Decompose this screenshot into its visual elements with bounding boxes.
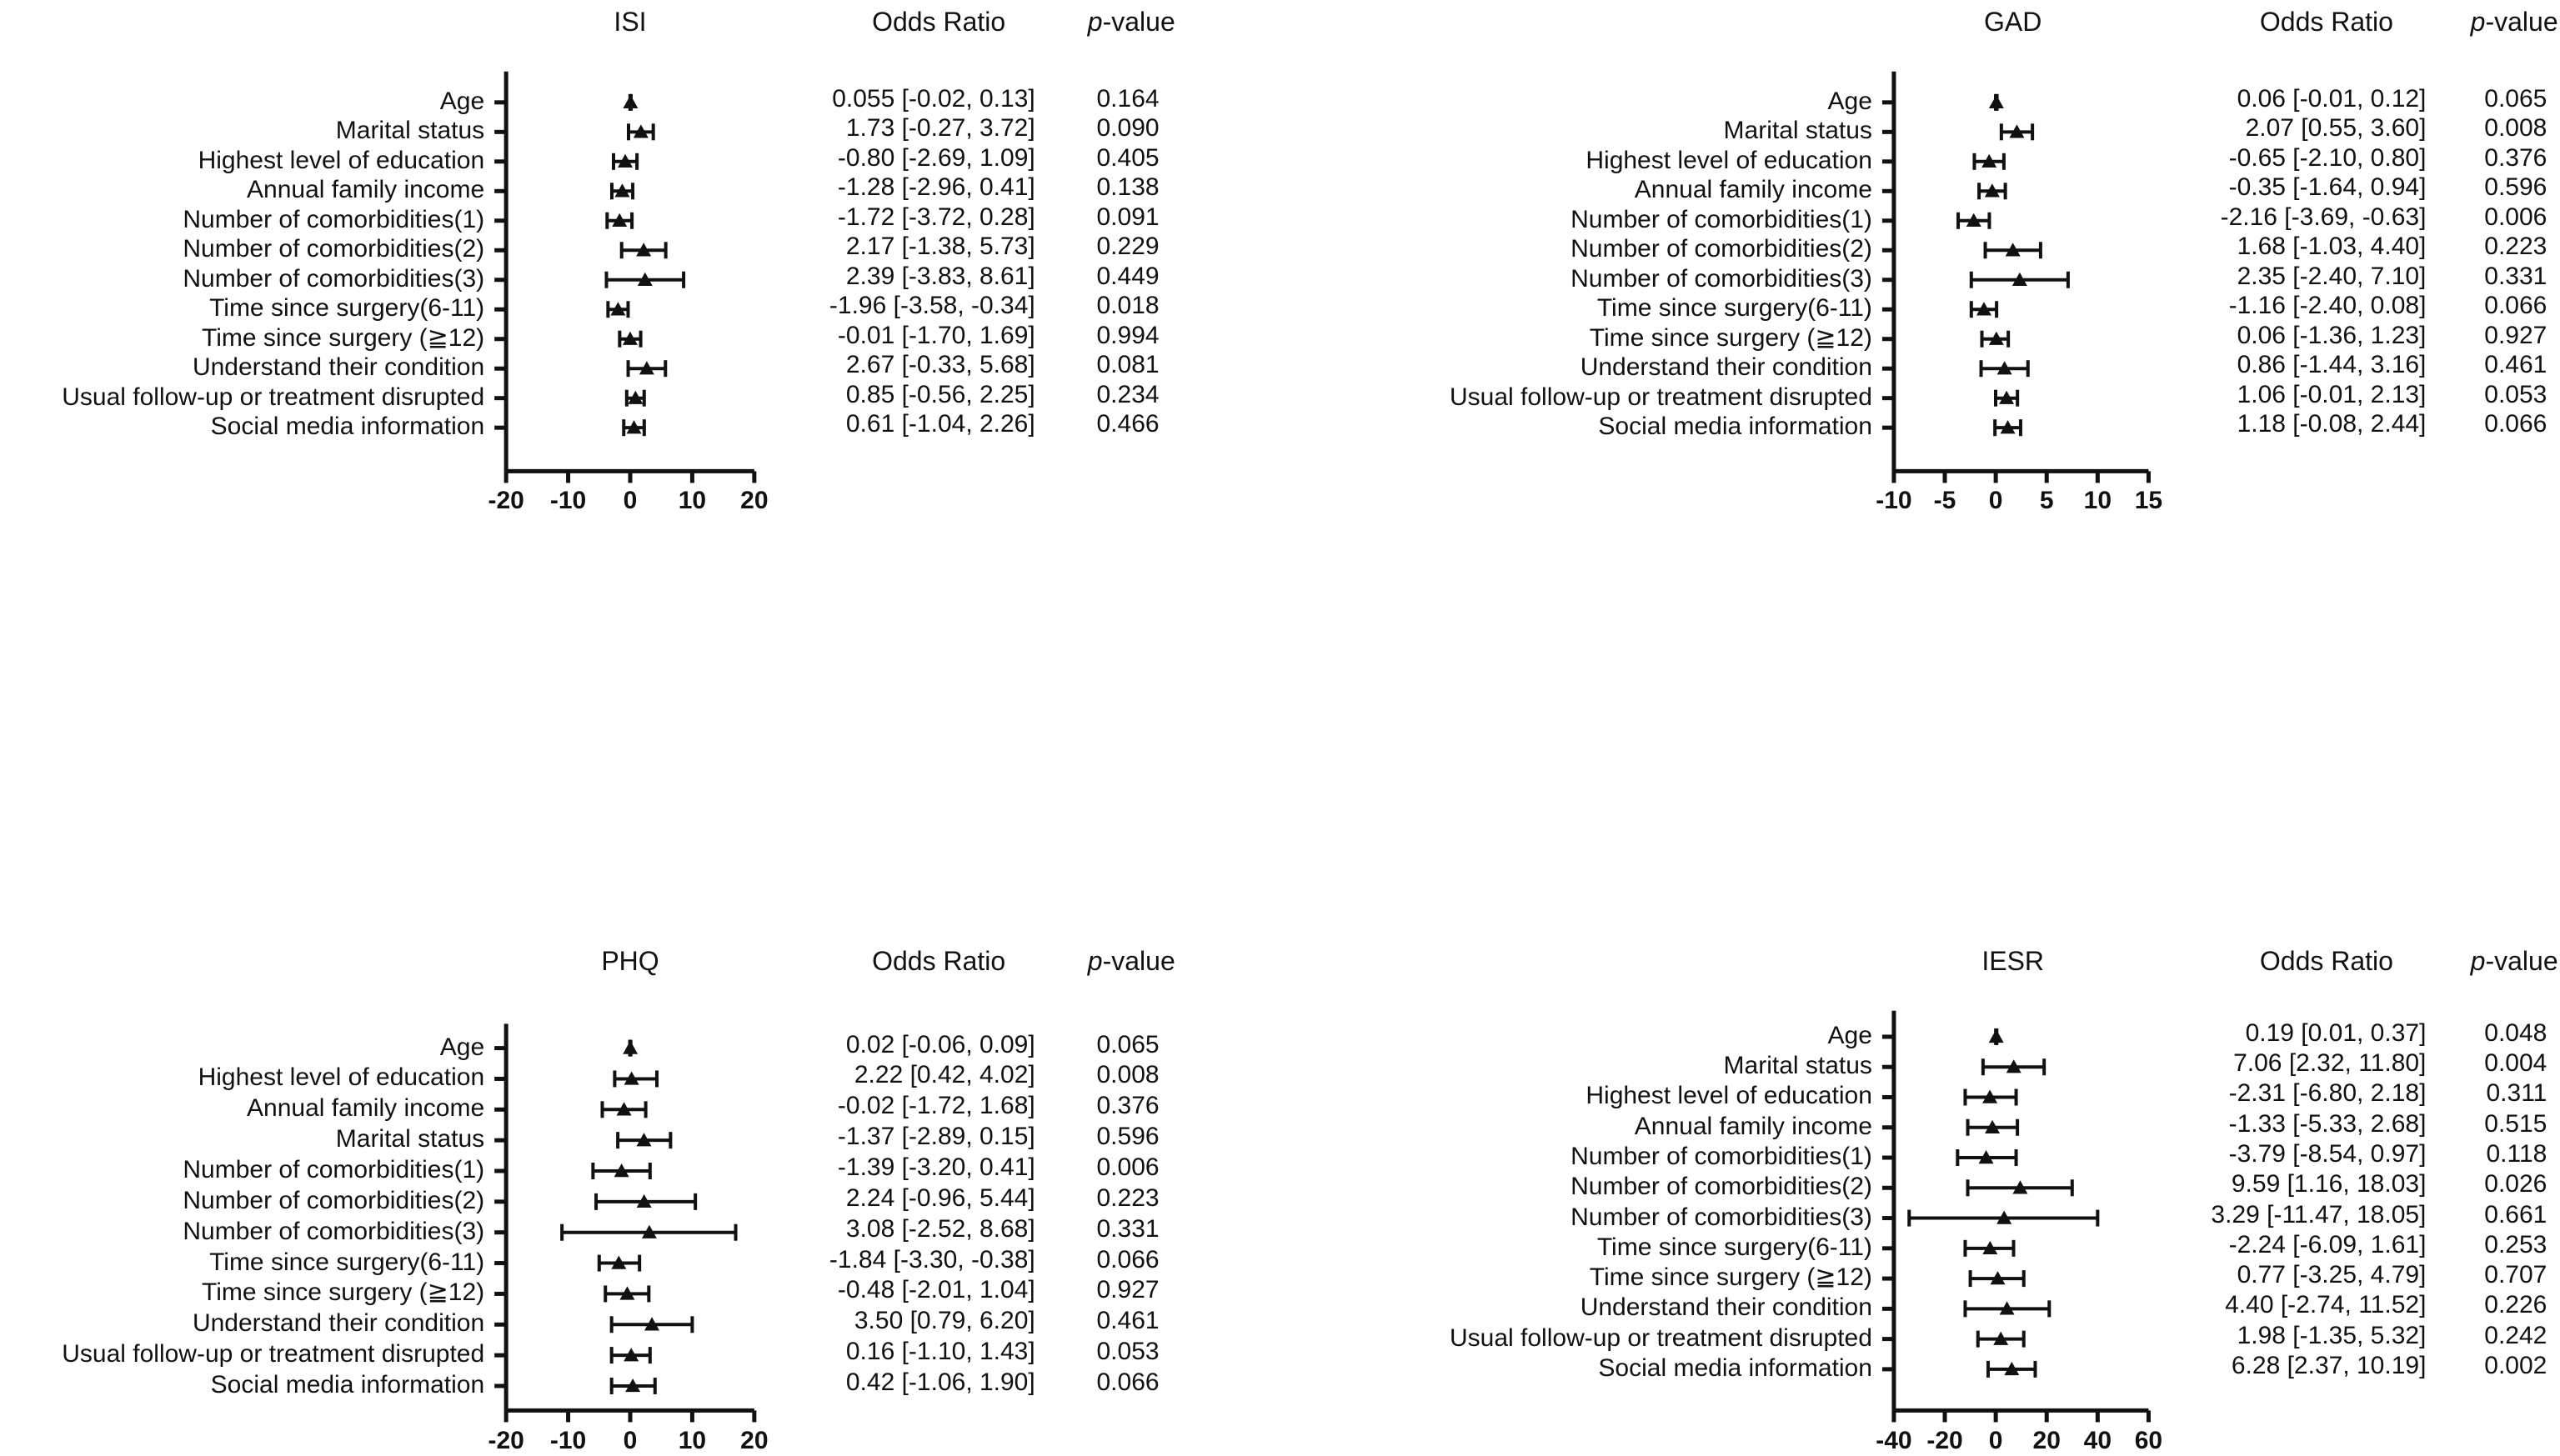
x-tick-label: -5: [1933, 486, 1956, 514]
p-value: 0.223: [1096, 1183, 1160, 1212]
p-value: 0.008: [2484, 114, 2547, 143]
row-label: Number of comorbidities(2): [183, 1186, 485, 1214]
odds-ratio-value: 1.68 [-1.03, 4.40]: [2237, 233, 2427, 261]
p-value-header-italic: p: [2470, 6, 2486, 37]
row-label: Number of comorbidities(1): [183, 205, 485, 233]
p-value: 0.091: [1096, 203, 1160, 231]
p-value: 0.596: [2484, 173, 2547, 202]
row-label: Time since surgery (≧12): [1589, 1263, 1872, 1292]
odds-ratio-value: 3.50 [0.79, 6.20]: [854, 1307, 1035, 1335]
panel-title: IESR: [1981, 945, 2045, 976]
p-value: 0.018: [1096, 292, 1160, 320]
p-value: 0.066: [2484, 410, 2547, 438]
row-label: Marital status: [1723, 1052, 1872, 1080]
row-label: Social media information: [1598, 413, 1872, 441]
p-value: 0.331: [2484, 262, 2547, 290]
p-value-header-rest: -value: [2485, 6, 2558, 37]
p-value: 0.461: [1096, 1307, 1160, 1335]
row-label: Number of comorbidities(3): [1571, 264, 1872, 293]
odds-ratio-value: 3.29 [-11.47, 18.05]: [2211, 1200, 2427, 1228]
row-label: Age: [439, 87, 485, 115]
odds-ratio-value: 9.59 [1.16, 18.03]: [2231, 1170, 2427, 1198]
x-tick-label: -10: [1876, 486, 1912, 514]
panel-title: ISI: [614, 6, 647, 37]
odds-ratio-value: 0.77 [-3.25, 4.79]: [2237, 1261, 2427, 1289]
x-tick-label: 20: [740, 486, 769, 514]
odds-ratio-value: 2.07 [0.55, 3.60]: [2245, 114, 2427, 143]
p-value: 0.994: [1096, 321, 1160, 349]
estimate-marker: [623, 95, 638, 108]
row-label: Number of comorbidities(3): [183, 264, 485, 293]
odds-ratio-value: -1.37 [-2.89, 0.15]: [837, 1123, 1035, 1151]
p-value: 0.026: [2484, 1170, 2547, 1198]
odds-ratio-value: -3.79 [-8.54, 0.97]: [2228, 1140, 2427, 1168]
row-label: Highest level of education: [198, 146, 485, 174]
row-label: Number of comorbidities(1): [183, 1156, 485, 1183]
odds-ratio-value: -0.48 [-2.01, 1.04]: [837, 1276, 1035, 1304]
odds-ratio-value: 1.73 [-0.27, 3.72]: [845, 114, 1035, 143]
p-value-header-rest: -value: [1102, 945, 1175, 976]
row-label: Social media information: [210, 1370, 485, 1398]
row-label: Number of comorbidities(1): [1571, 1143, 1872, 1171]
odds-ratio-value: 0.86 [-1.44, 3.16]: [2237, 351, 2427, 379]
row-label: Highest level of education: [1586, 1082, 1872, 1110]
estimate-marker: [1989, 95, 2004, 108]
panel-title: GAD: [1984, 6, 2042, 37]
p-value: 0.164: [1096, 84, 1160, 113]
odds-ratio-value: 1.18 [-0.08, 2.44]: [2237, 410, 2427, 438]
row-label: Annual family income: [247, 1094, 485, 1123]
odds-ratio-header: Odds Ratio: [2259, 945, 2393, 976]
p-value: 0.053: [2484, 380, 2547, 408]
p-value: 0.242: [2484, 1321, 2547, 1349]
odds-ratio-value: -1.39 [-3.20, 0.41]: [837, 1153, 1035, 1181]
odds-ratio-header: Odds Ratio: [872, 945, 1006, 976]
row-label: Usual follow-up or treatment disrupted: [62, 383, 485, 411]
odds-ratio-value: 4.40 [-2.74, 11.52]: [2225, 1291, 2427, 1319]
x-tick-label: 5: [2039, 486, 2054, 514]
odds-ratio-value: -1.16 [-2.40, 0.08]: [2228, 292, 2427, 320]
x-tick-label: 10: [678, 1427, 707, 1455]
x-tick-label: 10: [678, 486, 707, 514]
p-value: 0.376: [2484, 143, 2547, 172]
odds-ratio-value: 0.02 [-0.06, 0.09]: [845, 1030, 1035, 1058]
x-tick-label: 40: [2083, 1427, 2112, 1455]
row-label: Number of comorbidities(3): [183, 1217, 485, 1245]
row-label: Understand their condition: [1580, 1293, 1872, 1322]
odds-ratio-value: 0.19 [0.01, 0.37]: [2245, 1018, 2427, 1047]
row-label: Understand their condition: [192, 353, 485, 382]
p-value-header-italic: p: [1087, 6, 1103, 37]
p-value: 0.008: [1096, 1061, 1160, 1089]
odds-ratio-value: 2.24 [-0.96, 5.44]: [845, 1183, 1035, 1212]
panel-title: PHQ: [601, 945, 659, 976]
p-value-header: [1066, 7, 1197, 37]
p-value: 0.066: [1096, 1245, 1160, 1273]
row-label: Time since surgery (≧12): [1589, 323, 1872, 352]
row-label: Annual family income: [1634, 1112, 1872, 1140]
row-label: Number of comorbidities(1): [1571, 205, 1872, 233]
x-tick-label: 20: [2032, 1427, 2061, 1455]
x-tick-label: -10: [549, 1427, 587, 1455]
row-label: Highest level of education: [198, 1063, 485, 1092]
odds-ratio-value: 6.28 [2.37, 10.19]: [2231, 1351, 2427, 1379]
odds-ratio-value: -0.80 [-2.69, 1.09]: [837, 143, 1035, 172]
odds-ratio-value: 0.85 [-0.56, 2.25]: [845, 380, 1035, 408]
p-value: 0.466: [1096, 410, 1160, 438]
odds-ratio-value: -2.24 [-6.09, 1.61]: [2228, 1230, 2427, 1258]
odds-ratio-value: 7.06 [2.32, 11.80]: [2233, 1049, 2427, 1078]
odds-ratio-value: 0.055 [-0.02, 0.13]: [832, 84, 1035, 113]
row-label: Usual follow-up or treatment disrupted: [1450, 383, 1872, 411]
p-value: 0.066: [2484, 292, 2547, 320]
odds-ratio-value: -0.35 [-1.64, 0.94]: [2228, 173, 2427, 202]
odds-ratio-value: -1.96 [-3.58, -0.34]: [829, 292, 1035, 320]
row-label: Time since surgery(6-11): [209, 294, 485, 323]
x-tick-label: -10: [549, 486, 587, 514]
row-label: Time since surgery(6-11): [1596, 1233, 1872, 1261]
x-tick-label: 0: [1988, 486, 2003, 514]
p-value: 0.226: [2484, 1291, 2547, 1319]
x-tick-label: 10: [2083, 486, 2112, 514]
odds-ratio-value: 2.35 [-2.40, 7.10]: [2237, 262, 2427, 290]
row-label: Annual family income: [247, 176, 485, 204]
row-label: Age: [1827, 1021, 1872, 1049]
row-label: Number of comorbidities(2): [183, 235, 485, 263]
p-value: 0.234: [1096, 380, 1160, 408]
p-value: 0.707: [2484, 1261, 2547, 1289]
odds-ratio-value: -1.84 [-3.30, -0.38]: [829, 1245, 1035, 1273]
odds-ratio-value: -1.33 [-5.33, 2.68]: [2228, 1109, 2427, 1138]
p-value: 0.223: [2484, 233, 2547, 261]
odds-ratio-value: -0.01 [-1.70, 1.69]: [837, 321, 1035, 349]
odds-ratio-value: 0.42 [-1.06, 1.90]: [845, 1368, 1035, 1396]
odds-ratio-value: -2.31 [-6.80, 2.18]: [2228, 1079, 2427, 1108]
odds-ratio-value: 3.08 [-2.52, 8.68]: [845, 1214, 1035, 1243]
row-label: Understand their condition: [192, 1309, 485, 1338]
p-value: 0.311: [2486, 1079, 2547, 1108]
estimate-marker: [1989, 1029, 2004, 1043]
x-tick-label: 20: [740, 1427, 769, 1455]
row-label: Highest level of education: [1586, 146, 1872, 174]
odds-ratio-value: 0.61 [-1.04, 2.26]: [845, 410, 1035, 438]
row-label: Time since surgery(6-11): [209, 1248, 485, 1276]
p-value: 0.065: [1096, 1030, 1160, 1058]
p-value: 0.090: [1096, 114, 1160, 143]
p-value: 0.331: [1096, 1214, 1160, 1243]
p-value: 0.515: [2484, 1109, 2547, 1138]
row-label: Social media information: [210, 413, 485, 441]
odds-ratio-value: 1.98 [-1.35, 5.32]: [2237, 1321, 2427, 1349]
p-value: 0.927: [1096, 1276, 1160, 1304]
p-value: 0.461: [2484, 351, 2547, 379]
p-value: 0.138: [1096, 173, 1160, 202]
x-tick-label: -20: [1926, 1427, 1963, 1455]
p-value: 0.048: [2484, 1018, 2547, 1047]
odds-ratio-header: Odds Ratio: [872, 6, 1006, 37]
p-value: 0.081: [1096, 351, 1160, 379]
p-value-header-rest: -value: [2485, 945, 2558, 976]
row-label: Marital status: [335, 1125, 485, 1153]
odds-ratio-value: 2.17 [-1.38, 5.73]: [845, 233, 1035, 261]
row-label: Usual follow-up or treatment disrupted: [1450, 1323, 1872, 1352]
p-value: 0.004: [2484, 1049, 2547, 1078]
p-value: 0.405: [1096, 143, 1160, 172]
p-value: 0.118: [2486, 1140, 2547, 1168]
row-label: Time since surgery(6-11): [1596, 294, 1872, 323]
x-tick-label: 0: [1988, 1427, 2003, 1455]
p-value-header: [2449, 946, 2560, 976]
p-value: 0.661: [2484, 1200, 2547, 1228]
x-tick-label: 0: [623, 1427, 638, 1455]
row-label: Time since surgery (≧12): [202, 1278, 485, 1307]
row-label: Annual family income: [1634, 176, 1872, 204]
x-tick-label: -40: [1876, 1427, 1912, 1455]
odds-ratio-value: 0.16 [-1.10, 1.43]: [845, 1338, 1035, 1366]
odds-ratio-value: 0.06 [-0.01, 0.12]: [2237, 84, 2427, 113]
row-label: Understand their condition: [1580, 353, 1872, 382]
row-label: Marital status: [335, 117, 485, 145]
p-value: 0.449: [1096, 262, 1160, 290]
odds-ratio-value: 0.06 [-1.36, 1.23]: [2237, 321, 2427, 349]
p-value: 0.053: [1096, 1338, 1160, 1366]
row-label: Age: [439, 1033, 485, 1061]
p-value: 0.006: [2484, 203, 2547, 231]
p-value-header-italic: p: [1087, 945, 1103, 976]
odds-ratio-value: -1.28 [-2.96, 0.41]: [837, 173, 1035, 202]
row-label: Number of comorbidities(2): [1571, 235, 1872, 263]
row-label: Social media information: [1598, 1353, 1872, 1382]
p-value: 0.253: [2484, 1230, 2547, 1258]
odds-ratio-value: 1.06 [-0.01, 2.13]: [2237, 380, 2427, 408]
p-value: 0.596: [1096, 1123, 1160, 1151]
odds-ratio-value: 2.22 [0.42, 4.02]: [854, 1061, 1035, 1089]
p-value: 0.065: [2484, 84, 2547, 113]
odds-ratio-value: -2.16 [-3.69, -0.63]: [2220, 203, 2427, 231]
odds-ratio-value: -0.02 [-1.72, 1.68]: [837, 1092, 1035, 1120]
p-value-header: [2449, 7, 2560, 37]
p-value: 0.002: [2484, 1351, 2547, 1379]
x-tick-label: 60: [2134, 1427, 2163, 1455]
odds-ratio-value: 2.39 [-3.83, 8.61]: [845, 262, 1035, 290]
odds-ratio-value: -1.72 [-3.72, 0.28]: [837, 203, 1035, 231]
x-tick-label: -20: [488, 1427, 524, 1455]
row-label: Number of comorbidities(3): [1571, 1203, 1872, 1231]
row-label: Number of comorbidities(2): [1571, 1173, 1872, 1201]
p-value: 0.376: [1096, 1092, 1160, 1120]
row-label: Age: [1827, 87, 1872, 115]
p-value: 0.229: [1096, 233, 1160, 261]
odds-ratio-value: 2.67 [-0.33, 5.68]: [845, 351, 1035, 379]
odds-ratio-header: Odds Ratio: [2259, 6, 2393, 37]
p-value-header: [1066, 946, 1197, 976]
p-value: 0.927: [2484, 321, 2547, 349]
p-value: 0.066: [1096, 1368, 1160, 1396]
row-label: Time since surgery (≧12): [202, 323, 485, 352]
p-value-header-rest: -value: [1102, 6, 1175, 37]
odds-ratio-value: -0.65 [-2.10, 0.80]: [2228, 143, 2427, 172]
row-label: Usual follow-up or treatment disrupted: [62, 1340, 485, 1368]
x-tick-label: 0: [623, 486, 638, 514]
row-label: Marital status: [1723, 117, 1872, 145]
x-tick-label: 15: [2134, 486, 2163, 514]
p-value: 0.006: [1096, 1153, 1160, 1181]
p-value-header-italic: p: [2470, 945, 2486, 976]
x-tick-label: -20: [488, 486, 524, 514]
estimate-marker: [623, 1041, 638, 1054]
